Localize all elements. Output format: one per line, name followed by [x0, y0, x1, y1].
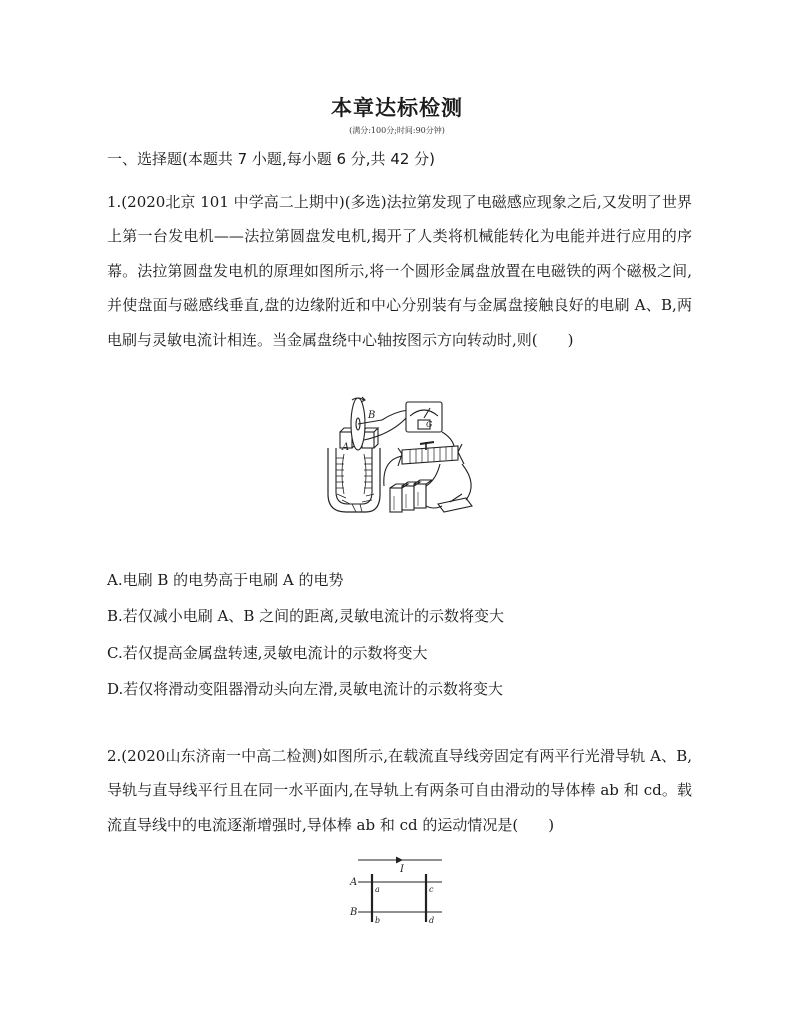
question-1-option-c: C.若仅提高金属盘转速,灵敏电流计的示数将变大: [107, 644, 428, 662]
faraday-disk-figure: [322, 394, 482, 522]
question-1-option-d: D.若仅将滑动变阻器滑动头向左滑,灵敏电流计的示数将变大: [107, 680, 504, 698]
page-title: 本章达标检测: [331, 96, 463, 120]
rail-b-label: B: [350, 907, 358, 918]
page-subtitle: (满分:100分;时间:90分钟): [349, 126, 445, 135]
current-label: I: [400, 864, 404, 875]
question-2-text: 2.(2020山东济南一中高二检测)如图所示,在载流直导线旁固定有两平行光滑导轨 A、B,导轨与直导线平行且在同一水平面内,在导轨上有两条可自由滑动的导体棒 ab 和 cd。载流直导线中的电流逐渐增强时,导体棒 ab 和 cd 的运动情况是( ): [107, 747, 692, 834]
point-c-label: c: [429, 885, 434, 894]
point-a-label: a: [375, 885, 380, 894]
rails-figure: [344, 852, 454, 930]
section-heading: 一、选择题(本题共 7 小题,每小题 6 分,共 42 分): [107, 150, 436, 168]
galvanometer-label: G: [426, 420, 433, 429]
question-1-text: 1.(2020北京 101 中学高二上期中)(多选)法拉第发现了电磁感应现象之后,又发明了世界上第一台发电机——法拉第圆盘发电机,揭开了人类将机械能转化为电能并进行应用的序幕。法拉第圆盘发电机的原理如图所示,将一个圆形金属盘放置在电磁铁的两个磁极之间,并使盘面与磁感线垂直,盘的边缘附近和中心分别装有与金属盘接触良好的电刷 A、B,两电刷与灵敏电流计相连。当金属盘绕中心轴按图示方向转动时,则( ): [107, 193, 692, 349]
point-b-label: b: [375, 916, 381, 925]
point-d-label: d: [429, 916, 435, 925]
question-1-option-a: A.电刷 B 的电势高于电刷 A 的电势: [107, 571, 344, 589]
question-1-option-b: B.若仅减小电刷 A、B 之间的距离,灵敏电流计的示数将变大: [107, 607, 504, 625]
brush-b-label: B: [368, 410, 376, 421]
brush-a-label: A: [342, 442, 350, 453]
rail-a-label: A: [350, 877, 358, 888]
